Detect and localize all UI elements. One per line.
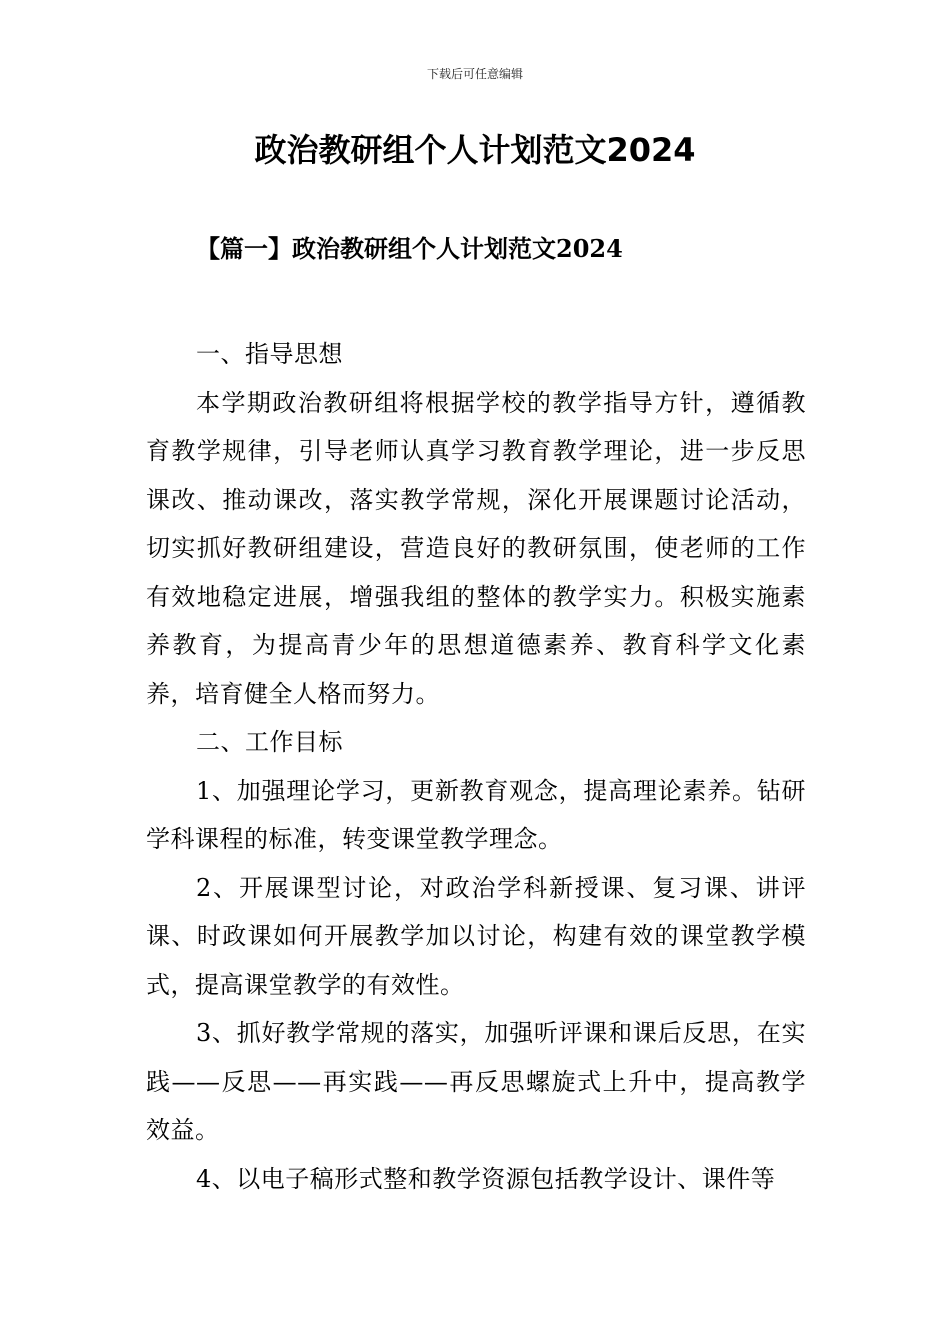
- paragraph-goal-4: 4、以电子稿形式整和教学资源包括教学设计、课件等: [196, 1164, 776, 1193]
- document-title: 政治教研组个人计划范文2024: [254, 131, 696, 169]
- document-body: [146, 330, 806, 1203]
- paragraph-goal-1: 1、加强理论学习，更新教育观念，提高理论素养。钻研学科课程的标准，转变课堂教学理念。: [146, 776, 806, 853]
- paragraph-goal-3: 3、抓好教学常规的落实，加强听评课和课后反思，在实践——反思——再实践——再反思螺旋式上升中，提高教学效益。: [146, 1019, 806, 1144]
- header-note: 下载后可任意编辑: [426, 67, 523, 81]
- heading-guiding-ideology: 一、指导思想: [196, 340, 343, 368]
- paragraph-guiding-ideology: 本学期政治教研组将根据学校的教学指导方针，遵循教育教学规律，引导老师认真学习教育教学理论，进一步反思课改、推动课改，落实教学常规，深化开展课题讨论活动，切实抓好教研组建设，营造良好的教研氛围，使老师的工作有效地稳定进展，增强我组的整体的教学实力。积极实施素养教育，为提高青少年的思想道德素养、教育科学文化素养，培育健全人格而努力。: [146, 388, 806, 708]
- section-heading: 【篇一】政治教研组个人计划范文2024: [196, 234, 623, 263]
- heading-work-goals: 二、工作目标: [196, 728, 343, 756]
- paragraph-goal-2: 2、开展课型讨论，对政治学科新授课、复习课、讲评课、时政课如何开展教学加以讨论，构建有效的课堂教学模式，提高课堂教学的有效性。: [146, 873, 806, 999]
